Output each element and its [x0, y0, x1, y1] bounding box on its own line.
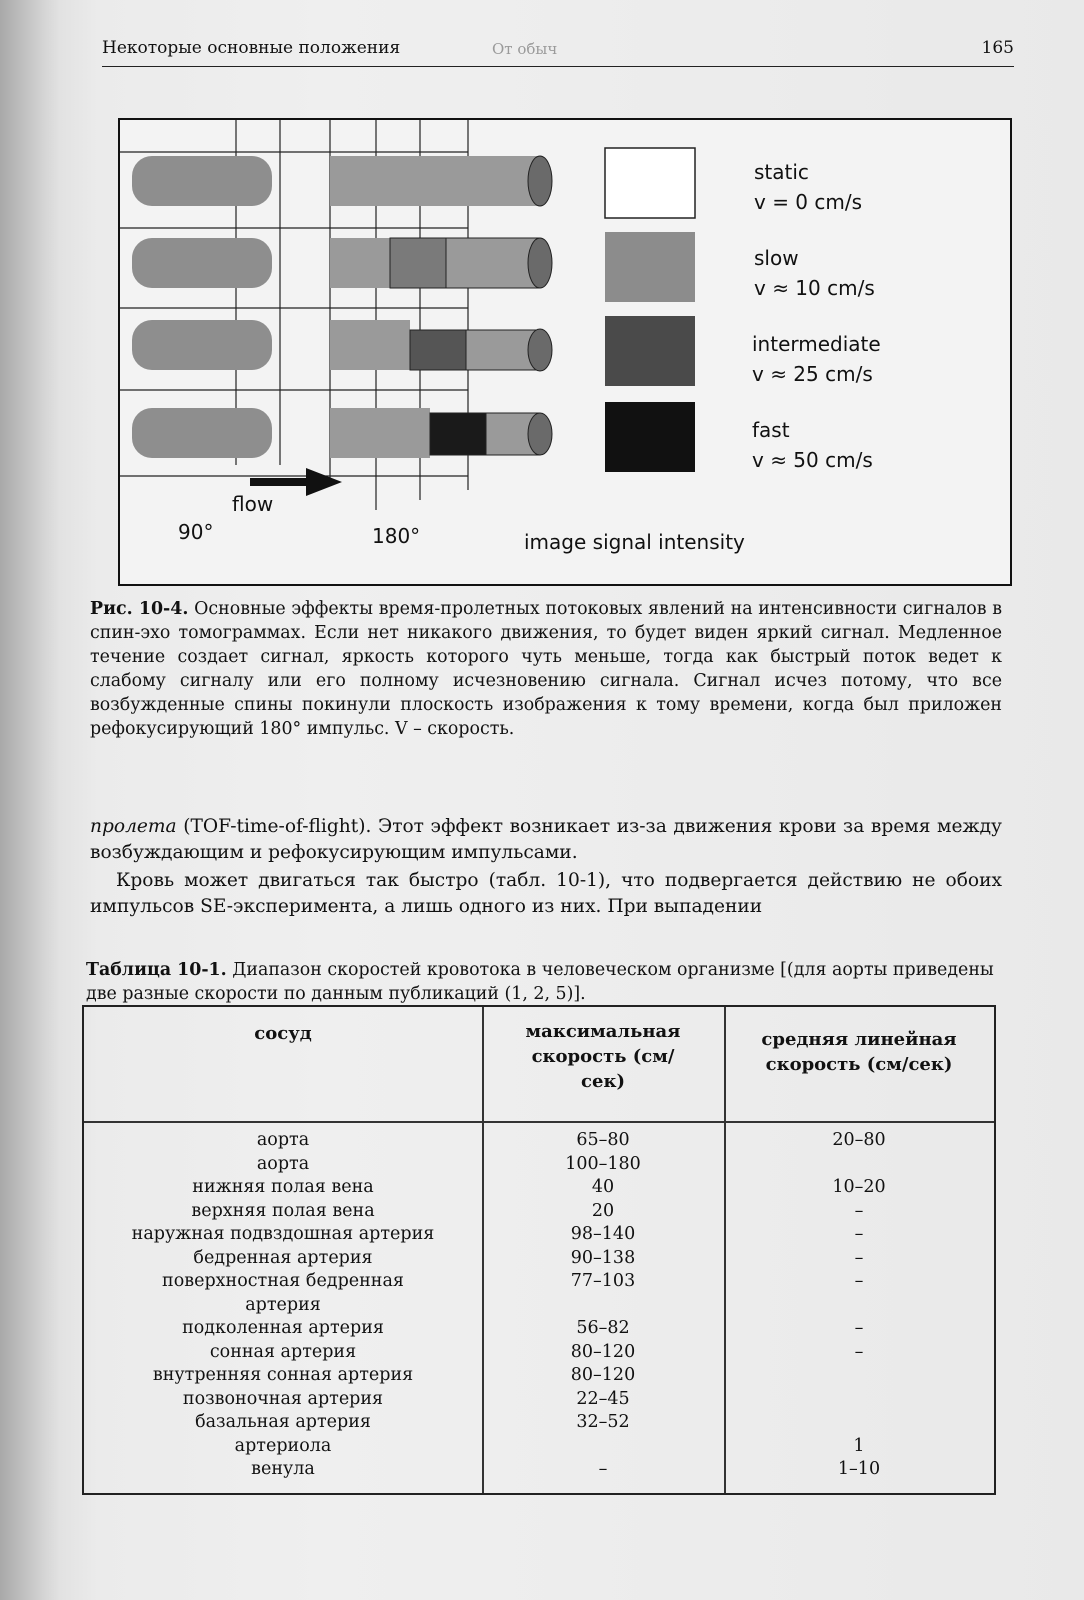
- vessel-cell: позвоночная артерия: [182, 1388, 384, 1409]
- max-speed-cell: [482, 1435, 724, 1459]
- body-paragraph-2: Кровь может двигаться так быстро (табл. 10-1), что подвергается действию не обоих импульсов SE-эксперимента, а лишь одного из них. При выпадении: [90, 870, 1002, 917]
- max-speed-cell: –: [598, 1459, 608, 1479]
- figure-10-4: [118, 118, 1012, 586]
- body-italic-term: пролета: [90, 816, 177, 837]
- pulse-180-label: 180°: [372, 524, 421, 548]
- max-speed-cell: 90–138: [570, 1247, 636, 1268]
- header-divider: [84, 1121, 994, 1123]
- vessel-row-slow: [132, 238, 552, 288]
- legend-static-velocity: v = 0 cm/s: [754, 190, 863, 214]
- mean-speed-cell: 1: [853, 1435, 865, 1456]
- max-speed-cell: 100–180: [565, 1153, 641, 1174]
- header-mean-speed-text: средняя линейная скорость (см/сек): [761, 1029, 957, 1075]
- vessel-cell: артерия: [245, 1294, 321, 1315]
- body-paragraph-1-text: (TOF-time-of-flight). Этот эффект возникает из-за движения крови за время между возбуждающим и рефокусирующим импульсами.: [90, 816, 1002, 863]
- flow-label: flow: [232, 492, 274, 516]
- legend-fast-name: fast: [752, 418, 790, 442]
- max-speed-cell: 80–120: [570, 1365, 636, 1385]
- vessel-cell: наружная подвздошная артерия: [131, 1224, 435, 1244]
- legend-swatch-slow: [605, 232, 695, 302]
- table-caption-label: Таблица 10-1.: [86, 960, 227, 980]
- legend-slow-name: slow: [754, 246, 799, 270]
- vessel-cell: внутренняя сонная артерия: [152, 1365, 414, 1385]
- vessel-row-fast: [132, 408, 552, 458]
- vessel-cell: базальная артерия: [195, 1412, 371, 1432]
- vessel-cell: аорта: [256, 1153, 310, 1174]
- max-speed-cell: 20: [591, 1200, 615, 1221]
- vessel-cell: подколенная артерия: [182, 1318, 384, 1338]
- vessel-cell: поверхностная бедренная: [162, 1271, 404, 1291]
- vessel-cell: сонная артерия: [209, 1341, 357, 1362]
- max-speed-cell: [482, 1294, 724, 1318]
- max-speed-cell: 56–82: [576, 1318, 630, 1338]
- mean-speed-cell: [724, 1153, 994, 1177]
- mean-speed-cell: –: [854, 1200, 864, 1221]
- vessel-cell: артериола: [234, 1435, 332, 1456]
- legend-intermediate-name: intermediate: [752, 332, 881, 356]
- mean-speed-cell: –: [854, 1341, 864, 1362]
- header-max-speed: [482, 1019, 724, 1094]
- vessel-cell: венула: [251, 1459, 315, 1479]
- mean-speed-cell: 20–80: [832, 1130, 886, 1150]
- vessel-row-intermediate: [132, 320, 552, 371]
- max-speed-column: [482, 1129, 724, 1482]
- vessel-cell: нижняя полая вена: [192, 1177, 374, 1197]
- vessel-cell: верхняя полая вена: [191, 1200, 375, 1221]
- legend-intermediate-velocity: v ≈ 25 cm/s: [752, 362, 873, 386]
- legend-fast-velocity: v ≈ 50 cm/s: [752, 448, 873, 472]
- vessel-column: [84, 1129, 482, 1482]
- max-speed-cell: 65–80: [576, 1130, 630, 1150]
- running-title: Некоторые основные положения: [102, 38, 401, 58]
- running-header: [102, 36, 1014, 67]
- figure-caption-text: Основные эффекты время-пролетных потоковых явлений на интенсивности сигналов в спин-эхо томограммах. Если нет никакого движения, то будет виден яркий сигнал. Медленное течение создает сигнал, яркость которого чуть меньше, тогда как быстрый поток ведет к слабому сигналу или его полному исчезновению сигнала. Сигнал исчез потому, что все возбужденные спины покинули плоскость изображения к тому времени, когда был приложен рефокусирующий 180° импульс. V – скорость.: [90, 599, 1003, 739]
- mean-speed-cell: [724, 1294, 994, 1318]
- mean-speed-cell: –: [854, 1247, 864, 1268]
- body-paragraph-1: [90, 814, 1002, 866]
- legend-swatch-static: [605, 148, 695, 218]
- header-max-speed-text: максимальная скорость (см/сек): [525, 1021, 681, 1092]
- pulse-90-label: 90°: [178, 520, 214, 544]
- max-speed-cell: 40: [591, 1177, 615, 1197]
- mean-speed-cell: [724, 1411, 994, 1435]
- page-gutter-shadow: [0, 0, 60, 1600]
- max-speed-cell: 98–140: [570, 1224, 636, 1244]
- table-caption-text: Диапазон скоростей кровотока в человеческом организме [(для аорты приведены две разные скорости по данным публикаций (1, 2, 5)].: [86, 960, 994, 1004]
- signal-legend-swatches: [605, 148, 695, 472]
- vessel-cell: бедренная артерия: [193, 1247, 373, 1268]
- table-caption: [86, 958, 998, 1006]
- max-speed-cell: 32–52: [576, 1412, 630, 1432]
- show-through-text: От обыч: [492, 40, 558, 58]
- velocity-table: [82, 1005, 996, 1495]
- legend-swatch-intermediate: [605, 316, 695, 386]
- max-speed-cell: 80–120: [570, 1341, 636, 1362]
- mean-speed-cell: [724, 1364, 994, 1388]
- max-speed-cell: 22–45: [576, 1388, 630, 1409]
- intensity-label: image signal intensity: [524, 530, 745, 554]
- mean-speed-column: [724, 1129, 994, 1482]
- legend-static-name: static: [754, 160, 809, 184]
- max-speed-cell: 77–103: [570, 1271, 636, 1291]
- mean-speed-cell: –: [854, 1318, 864, 1338]
- vessel-cell: аорта: [256, 1130, 310, 1150]
- header-vessel: сосуд: [254, 1023, 312, 1044]
- mean-speed-cell: –: [854, 1224, 864, 1244]
- legend-swatch-fast: [605, 402, 695, 472]
- vessel-row-static: [132, 156, 552, 206]
- mean-speed-cell: 1–10: [837, 1459, 881, 1479]
- figure-caption-label: Рис. 10-4.: [90, 599, 189, 619]
- mean-speed-cell: [724, 1388, 994, 1412]
- mean-speed-cell: –: [854, 1271, 864, 1291]
- header-mean-speed: [724, 1027, 994, 1077]
- page-number: 165: [981, 38, 1014, 58]
- mean-speed-cell: 10–20: [832, 1177, 886, 1197]
- figure-caption: [90, 597, 1002, 741]
- legend-slow-velocity: v ≈ 10 cm/s: [754, 276, 875, 300]
